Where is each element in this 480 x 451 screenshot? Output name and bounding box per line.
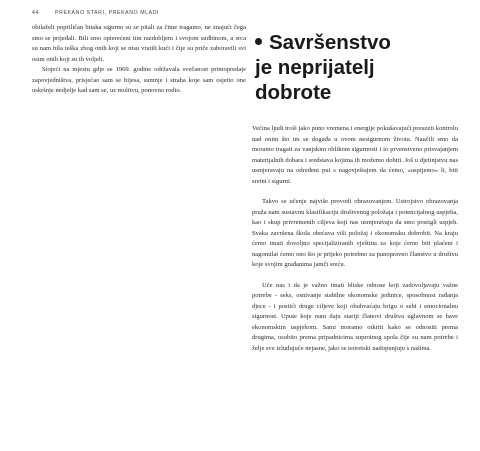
left-paragraph-1: obilaželi popriličan bitaka sigurno su se pitali za čime tragamo, ne znajući čega smo se prijeđali. Bili smo opterećeni tim razdobljem i svojom sudbinom, a srca su nam bila teška zbog onih koji se nisu vratili kući i čije su priče zaboravili svi osim onih koji su ih voljeli. — [32, 24, 246, 63]
right-column — [252, 124, 458, 354]
chapter-title — [255, 30, 465, 105]
chapter-title-line-2: je neprijatelj — [255, 56, 375, 79]
left-paragraph-2: Stojeći na mjestu gdje se 1969. godine održavala svečanost primopredaje zapovjedništva, prisjećao sam se bijesa, sumnje i straha koje sam osjetio one uskršnje nedjelje kad sam se, uz molitvu, ponovno rodio. — [32, 66, 246, 94]
chapter-title-line-1 — [255, 30, 465, 55]
running-title: PREKANO STARI, PREKANO MLADI — [55, 10, 160, 16]
running-header — [32, 10, 159, 16]
right-paragraph-2: Takvo se učenje najviše provodi obrazovanjem. Ustrojstvo obrazovanja pruža nam sustavnu klasifikaciju društvenog položaja i potencijalnog uspjeha, kao i skup privremenih ciljeva koji nas usmjeravaju da smo postigli uspjeh. Svaka završena škola obećava viši položaj i ekonomsku dobrobit. Na kraju ćemo imati dovoljno specijaliziranih vještina za koje ćemo biti plaćeni i nagomilat ćemo ono što je prijeko potrebno za punopravno članstvo u društvu koje svojim građanima jamči sreću. — [252, 198, 458, 268]
chapter-title-line-3: dobrote — [255, 81, 332, 104]
page-number: 44 — [32, 10, 39, 16]
right-paragraph-1: Većina ljudi troši jako puno vremena i energije pokušavajući preuzeti kontrolu nad onim što im se događa u ovom nesigurnom životu. Naučili smo da moramo tragati za vanjskim oblikom sigurnosti i to prvenstveno prisvajanjem materijalnih dobara i sredstava kojima ih možemo dobiti. Još u djetinjstvu nas usmjeravaju na određeni put s nagovještajem da ćemo, »uspijemo« li, biti sretni i sigurni. — [252, 125, 458, 185]
right-paragraph-3: Uče nas i da je važno imati bliske odnose koji zadovoljavaju važne potrebe - seks, osnivanje stabilne ekonomske jedinice, sposobnost rađanja djece - i postići druge ciljeve koji obuhvaćaju brigu o sebi i emocionalnu sigurnost. Upute koje nam daju stariji članovi društva uglavnom se bave ekonomskim uspjehom. Sami moramo otkriti kako se odnositi prema drugima, osobito prema pripadnicima suprotnog spola čije su nam potrebe i želje sve izluđujuće nejasne, jako se teoretski nadopunjuju s našima. — [252, 281, 458, 352]
chapter-title-text-1: Savršenstvo — [269, 31, 391, 54]
bullet-icon — [255, 38, 262, 45]
left-column — [32, 23, 246, 97]
